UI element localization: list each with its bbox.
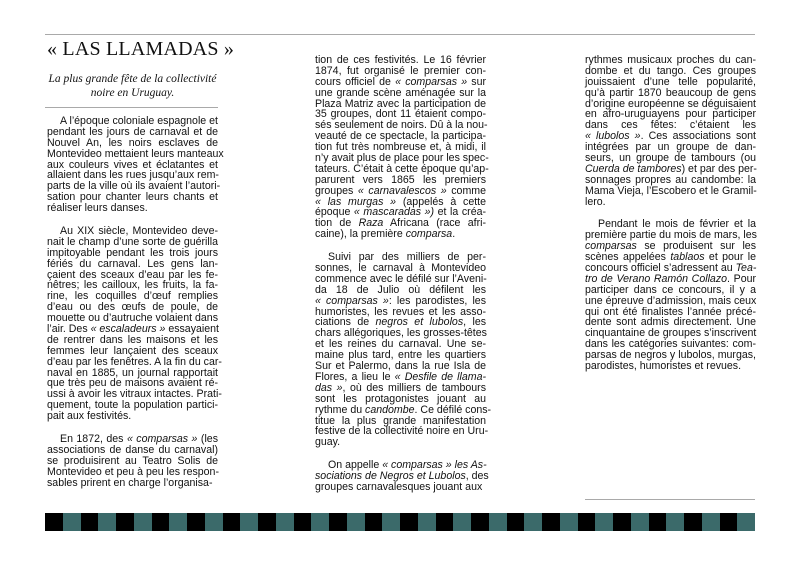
text-line: sociations de Negros et Lubolos, des [315, 470, 489, 483]
subtitle-line: noire en Uruguay. [90, 87, 175, 99]
text-line: rine, les coquilles d’œuf remplies [47, 290, 218, 303]
top-rule [45, 34, 755, 35]
text-line: participer dans ce concours, il y a [585, 283, 756, 296]
text-line: une grande scène aménagée sur la [315, 86, 486, 99]
band-square [276, 513, 294, 531]
text-line: l’air. Des « escaladeurs » essayaient [47, 323, 219, 336]
band-square [453, 513, 471, 531]
text-line: commence avec le défilé sur l’Aveni- [315, 272, 487, 285]
band-square [507, 513, 525, 531]
band-square [578, 513, 596, 531]
subtitle-line: La plus grande fête de la collectivité [48, 73, 217, 85]
text-line: impitoyable pendant les trois jours [47, 246, 218, 259]
band-square [98, 513, 116, 531]
paragraph [47, 115, 224, 215]
text-line: ciations de negros et lubolos, les [315, 316, 487, 329]
text-line: « las murgas » (appelés à cette [315, 195, 486, 208]
subtitle [47, 72, 218, 100]
band-square [311, 513, 329, 531]
text-line: rythme du candombe. Ce défilé cons- [315, 403, 492, 416]
text-line: en afro-uruguayens pour participer [585, 108, 756, 121]
text-line: veauté de ce spectacle, la participa- [315, 130, 486, 143]
band-square [595, 513, 613, 531]
text-line: da 18 de Julio où défilent les [315, 283, 486, 296]
band-square [116, 513, 134, 531]
paragraph [315, 54, 489, 241]
subtitle-rule [45, 107, 218, 108]
text-line: première partie du mois de mars, les [585, 229, 757, 242]
text-line: nait le champ d’une sorte de guérilla [47, 235, 218, 248]
text-line: Flores, a lieu le « Desfile de llama- [315, 370, 487, 383]
text-line: scènes appelées tablaos et pour le [585, 251, 756, 264]
text-line: tion fut très nombreuse et, à midi, il [315, 141, 486, 154]
text-line: sés seulement de noirs. Dû à la nou- [315, 119, 488, 132]
text-line: pait aux festivités. [47, 410, 132, 423]
text-line: que très peu de maisons avaient ré- [47, 377, 218, 390]
paragraph [47, 434, 218, 488]
band-square [613, 513, 631, 531]
band-square [365, 513, 383, 531]
text-line: 35 groupes, dont 11 étaient compo- [315, 108, 486, 121]
band-square [649, 513, 667, 531]
text-line: Mama Vieja, l’Escobero et le Gramil- [585, 184, 757, 197]
text-line: « comparsas »: les parodistes, les [315, 294, 486, 307]
band-square [436, 513, 454, 531]
text-line: nêtres; les cailloux, les fruits, la fa- [47, 279, 218, 292]
text-line: sonnages propres au candombe: la [585, 173, 756, 186]
paragraph [47, 225, 222, 423]
band-square [45, 513, 63, 531]
band-square [240, 513, 258, 531]
text-line: ussi à avoir les vitraux intactes. Prati- [47, 388, 222, 401]
band-square [560, 513, 578, 531]
band-square [471, 513, 489, 531]
text-line: A l’époque coloniale espagnole et [60, 115, 218, 127]
text-line: dans les catégories suivantes: com- [585, 338, 756, 351]
text-line: maine plus tard, entre les quartiers [315, 349, 486, 362]
text-line: naval en 1885, un journal rapportait [47, 366, 218, 379]
text-line: fériés du carnaval. Les gens lan- [47, 257, 218, 270]
text-line: groupes carnavalesques jouant aux [315, 480, 483, 493]
text-line: concours officiel s’adressent au Tea- [585, 262, 757, 275]
text-line: femmes leur lançaient des sceaux [47, 344, 218, 357]
band-square [489, 513, 507, 531]
text-line: tion de Raza Africana (race afri- [315, 217, 486, 230]
band-square [631, 513, 649, 531]
band-square [347, 513, 365, 531]
text-line: parsas de negros y lubolos, murgas, [585, 349, 756, 362]
text-line: lero. [585, 195, 606, 208]
paragraph [585, 55, 756, 207]
text-line: dente sont admis directement. Une [585, 316, 756, 329]
text-line: sables prirent en charge l’organisa- [47, 476, 213, 489]
text-line: seurs, un groupe de tambours (ou [585, 152, 756, 165]
band-square [205, 513, 223, 531]
text-line: qu’à partir 1870 beaucoup de gens [585, 86, 756, 99]
text-line: cours officiel de « comparsas » sur [315, 75, 487, 88]
text-line: sont les protagonistes jouant au [315, 392, 486, 405]
text-line: Sur et Palermo, dans la rue Isla de [315, 360, 486, 373]
paragraph [585, 219, 756, 371]
text-line: aux couleurs vives et éclatantes et [47, 158, 218, 171]
text-line: mouette ou d’autruche volaient dans [47, 312, 218, 325]
text-line: d’eau par les fenêtres. A la fin du car- [47, 355, 222, 368]
text-line: dans ces fêtes: c’étaient les [585, 119, 756, 132]
text-line: d’origine européenne se déguisaient [585, 97, 756, 110]
text-line: « lubolos ». Ces associations sont [585, 130, 756, 143]
text-line: quement, toute la population partici- [47, 399, 218, 412]
checkered-band [45, 513, 755, 531]
band-square [400, 513, 418, 531]
band-square [737, 513, 755, 531]
text-line: jouissaient d’une telle popularité, [585, 75, 756, 88]
text-line: parts de la ville où ils avaient l’autori- [47, 180, 221, 193]
band-square [666, 513, 684, 531]
text-column-1 [47, 115, 224, 501]
band-square [684, 513, 702, 531]
band-square [187, 513, 205, 531]
text-line: Plaza Matriz avec la participation de [315, 97, 486, 110]
band-square [63, 513, 81, 531]
text-line: sonnes, le carnaval à Montevideo [315, 262, 486, 275]
text-column-3 [585, 55, 756, 384]
text-line: Au XIX siècle, Montevideo deve- [60, 225, 218, 238]
band-square [382, 513, 400, 531]
text-line: d’eau ou des œufs de poule, de [47, 301, 218, 314]
text-line: tion de ces festivités. Le 16 février [315, 54, 486, 66]
text-line: dombe et du tango. Ces groupes [585, 64, 756, 77]
band-square [169, 513, 187, 531]
text-line: Suivi par des milliers de per- [328, 251, 486, 264]
text-line: En 1872, des « comparsas » (les [60, 433, 219, 446]
band-square [294, 513, 312, 531]
text-line: intégrées par un groupe de dan- [585, 141, 756, 154]
band-square [81, 513, 99, 531]
text-line: Montevideo et peu à peu les respon- [47, 465, 219, 478]
text-line: de rentrer dans les maisons et les [47, 333, 218, 346]
text-line: sation pour chanter leurs chants et [47, 191, 218, 204]
text-line: parurent vers 1865 les premiers [315, 173, 486, 186]
paragraph [315, 251, 492, 449]
text-line: guay. [315, 436, 341, 449]
text-line: n’y avait plus de place pour les spec- [315, 152, 489, 165]
text-line: festive de la collectivité noire en Uru- [315, 425, 489, 438]
band-square [134, 513, 152, 531]
band-square [329, 513, 347, 531]
text-line: associations de danse du carnaval) [47, 443, 218, 456]
paragraph [315, 459, 489, 493]
band-square [223, 513, 241, 531]
text-line: pendant les jours de carnaval et de [47, 125, 218, 138]
text-line: et les reines du carnaval. Une se- [315, 338, 486, 351]
text-line: réaliser leurs danses. [47, 202, 148, 215]
text-line: tateurs. C’était à cette époque qu’ap- [315, 162, 489, 175]
text-line: comparsas se produisent sur les [585, 240, 756, 253]
band-square [702, 513, 720, 531]
text-line: das », où des milliers de tambours [315, 381, 486, 394]
text-line: caine), la première comparsa. [315, 228, 456, 241]
text-line: groupes « carnavalescos » comme [315, 184, 486, 197]
band-square [418, 513, 436, 531]
band-square [524, 513, 542, 531]
text-column-2 [315, 54, 492, 505]
text-line: On appelle « comparsas » les As- [328, 459, 487, 472]
text-line: une épreuve d’admission, mais ceux [585, 294, 757, 307]
text-line: 1874, fut organisé le premier con- [315, 64, 486, 77]
text-line: se produisirent au Teatro Solis de [47, 454, 218, 467]
text-line: Montevideo mettaient leurs manteaux [47, 147, 224, 160]
text-line: cinquantaine de groupes s’inscrivent [585, 327, 757, 340]
text-line: rythmes musicaux proches du can- [585, 54, 756, 66]
text-line: chars allégoriques, les grosses-têtes [315, 327, 487, 340]
bottom-rule [585, 499, 755, 500]
text-line: allaient dans les rues jusqu’aux rem- [47, 169, 219, 182]
text-line: tro de Verano Ramón Collazo. Pour [585, 272, 757, 285]
page-title: « LAS LLAMADAS » [47, 38, 235, 60]
band-square [542, 513, 560, 531]
text-line: Cuerda de tambores) et par des per- [585, 162, 757, 175]
text-line: époque « mascaradas ») et la créa- [315, 206, 486, 219]
text-line: çaient des sceaux d’eau par les fe- [47, 268, 218, 281]
band-square [258, 513, 276, 531]
band-square [152, 513, 170, 531]
text-line: humoristes, les revues et les asso- [315, 305, 486, 318]
text-line: Nouvel An, les noirs esclaves de [47, 136, 218, 149]
band-square [720, 513, 738, 531]
text-line: parodistes, humoristes et revues. [585, 360, 742, 373]
text-line: qui ont été finalistes l’année précé- [585, 305, 756, 318]
text-line: Pendant le mois de février et la [598, 218, 756, 231]
text-line: titue la plus grande manifestation [315, 414, 486, 427]
